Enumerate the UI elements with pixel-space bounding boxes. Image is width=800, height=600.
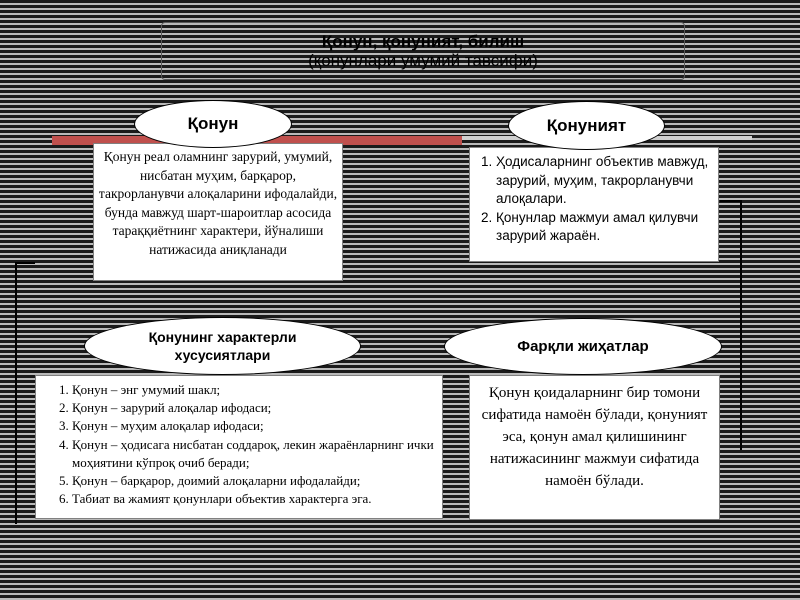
connector-left-top	[15, 262, 35, 264]
qonuniyat-list	[476, 153, 712, 246]
features-list	[42, 381, 436, 508]
connector-left	[15, 262, 17, 524]
qonuniyat-oval	[508, 101, 665, 150]
features-box	[35, 375, 443, 519]
features-item: 2. Қонун – зарурий алоқалар ифодаси;	[72, 399, 436, 417]
differences-label: Фарқли жиҳатлар	[517, 338, 649, 355]
qonuniyat-label: Қонуният	[546, 115, 627, 135]
qonun-definition-box	[93, 143, 343, 281]
features-label: Қонунинг характерли хусусиятлари	[148, 329, 297, 363]
connector-right-top	[720, 200, 742, 202]
qonuniyat-item: 2. Қонунлар мажмуи амал қилувчи зарурий жараён.	[496, 209, 712, 246]
differences-oval	[444, 318, 722, 375]
qonun-label: Қонун	[187, 114, 239, 133]
qonuniyat-item: 1. Ҳодисаларнинг объектив мавжуд, зарурий, муҳим, такрорланувчи алоқалари.	[496, 153, 712, 209]
features-item: 5. Қонун – барқарор, доимий алоқаларни ифодалайди;	[72, 472, 436, 490]
diagram-title-box	[161, 22, 685, 80]
features-item: 4. Қонун – ҳодисага нисбатан соддароқ, лекин жараёнларнинг ички моҳиятини кўпроқ очиб беради;	[72, 436, 436, 472]
qonun-definition-text: Қонун реал оламнинг зарурий, умумий, нисбатан муҳим, барқарор, такрорланувчи алоқаларини ифодалайди, бунда мавжуд шарт-шароитлар асосида тараққиётнинг характери, йўналиши натижасида аниқланади	[98, 149, 338, 257]
qonun-oval	[134, 100, 292, 148]
qonuniyat-box	[469, 147, 719, 262]
features-item: 3. Қонун – муҳим алоқалар ифодаси;	[72, 417, 436, 435]
differences-box	[469, 375, 720, 520]
diagram-subtitle: (қонунлари умумий тавсифи)	[308, 50, 538, 70]
features-oval	[84, 317, 361, 375]
connector-right	[740, 200, 742, 450]
diagram-title: Қонун, қонуният, билиш	[321, 31, 525, 51]
differences-text: Қонун қоидаларнинг бир томони сифатида намоён бўлади, қонуният эса, қонун амал қилишининг натижасининг мажмуи сифатида намоён бўлади.	[481, 385, 708, 489]
features-item: 1. Қонун – энг умумий шакл;	[72, 381, 436, 399]
features-item: 6. Табиат ва жамият қонунлари объектив характерга эга.	[72, 490, 436, 508]
